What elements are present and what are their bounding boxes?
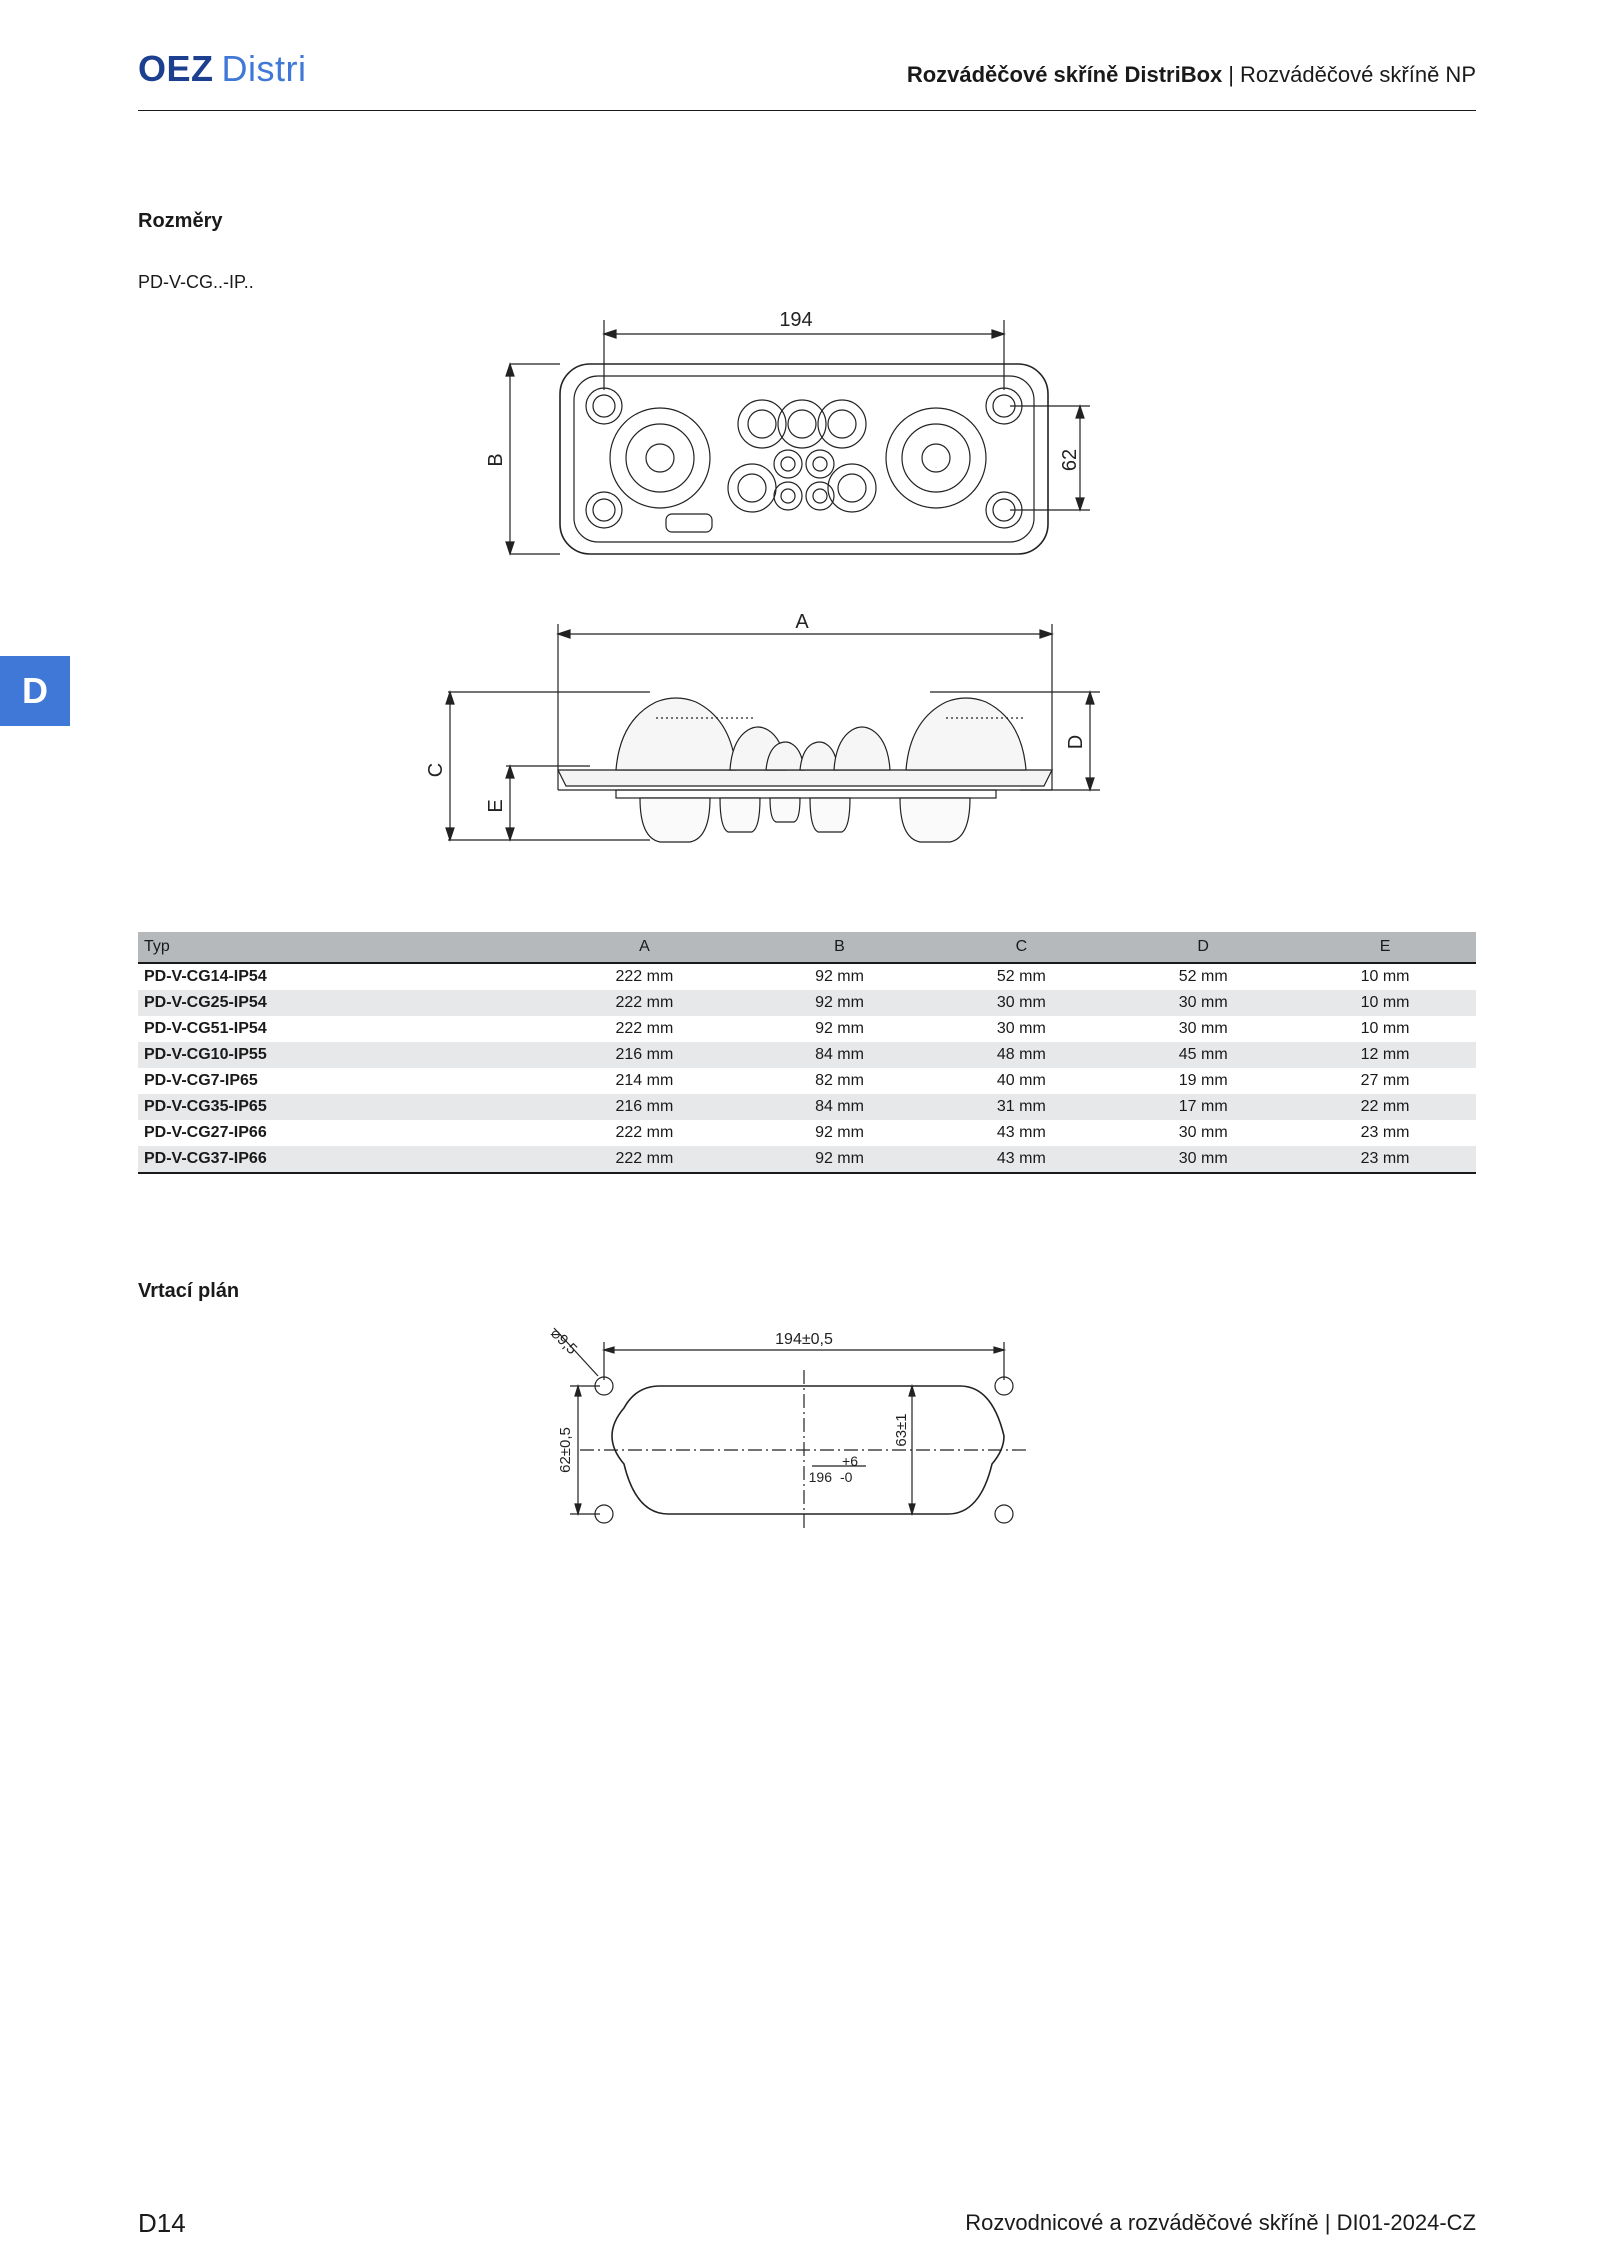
header-title-regular: Rozváděčové skříně NP [1240,62,1476,87]
oez-distri-logo [138,48,307,90]
cell-d: 30 mm [1112,990,1294,1016]
table-row [138,1042,1476,1068]
cell-b: 84 mm [749,1094,931,1120]
cell-b: 92 mm [815,1020,864,1037]
table-row [138,1094,1476,1120]
cell-c: 43 mm [996,1124,1046,1141]
cell-typ: PD-V-CG37-IP66 [138,1146,540,1173]
cell-c: 43 mm [930,1146,1112,1173]
dim-a-label: A [795,611,809,633]
tolerance-lower-label: -0 [840,1469,853,1485]
table-row [138,990,1476,1016]
cell-c: 30 mm [996,1020,1046,1037]
header-divider [138,110,1476,111]
cutout-height-label: 63±1 [893,1413,910,1447]
dim-width-label: 194 [779,309,813,331]
table-row [138,1016,1476,1042]
cell-c: 52 mm [996,968,1046,985]
cell-e: 10 mm [1294,990,1476,1016]
footer-catalog-title: Rozvodnicové a rozváděčové skříně [965,2210,1319,2235]
cell-d: 30 mm [1178,1124,1228,1141]
cell-e: 23 mm [1360,1124,1410,1141]
footer-catalog-code: DI01-2024-CZ [1336,2210,1476,2235]
cell-a: 222 mm [615,1020,674,1037]
cell-d: 30 mm [1112,1146,1294,1173]
hole-diameter-label: ⌀9,5 [547,1324,581,1358]
cell-typ: PD-V-CG35-IP65 [138,1094,540,1120]
tolerance-upper-label: +6 [842,1453,858,1469]
cell-typ: PD-V-CG51-IP54 [144,1020,267,1037]
cell-typ: PD-V-CG10-IP55 [138,1042,540,1068]
cell-c: 30 mm [930,990,1112,1016]
cell-a: 222 mm [615,968,674,985]
cell-a: 222 mm [615,1124,674,1141]
cell-d: 52 mm [1178,968,1228,985]
logo-oez: OEZ [138,48,214,89]
col-header-a: A [540,932,748,963]
header-separator: | [1228,62,1234,87]
cell-b: 92 mm [815,968,864,985]
footer-catalog [965,2210,1476,2236]
model-code: PD-V-CG..-IP.. [138,272,254,292]
cell-a: 222 mm [540,1146,748,1173]
cutout-width-label: 196 [808,1469,832,1485]
top-view-drawing [480,300,1120,580]
dim-c-label: C [425,762,447,778]
cell-e: 12 mm [1294,1042,1476,1068]
section-tab-d: D [0,656,70,726]
cell-e: 27 mm [1360,1072,1410,1089]
logo-distri: Distri [221,48,307,89]
table-row [138,1068,1476,1094]
footer-separator: | [1324,2210,1331,2235]
cell-a: 222 mm [540,990,748,1016]
table-row [138,963,1476,990]
cell-c: 48 mm [930,1042,1112,1068]
table-header-row [138,932,1476,963]
height-62-label: 62±0,5 [557,1427,574,1473]
cell-c: 31 mm [930,1094,1112,1120]
drilling-plan-title: Vrtací plán [138,1280,240,1302]
cell-e: 10 mm [1360,1020,1410,1037]
cell-d: 19 mm [1178,1072,1228,1089]
dimensions-table [138,932,1476,1174]
header-title-bold: Rozváděčové skříně DistriBox [906,62,1223,87]
dim-height-label: 62 [1059,448,1081,472]
col-header-e: E [1294,932,1476,963]
cell-b: 84 mm [749,1042,931,1068]
page-number: D14 [138,2208,186,2238]
cell-b: 82 mm [815,1072,864,1089]
cell-e: 10 mm [1360,968,1410,985]
drilling-plan-drawing [540,1320,1060,1540]
dim-e-label: E [485,799,507,813]
cell-b: 92 mm [749,1146,931,1173]
dim-b-label: B [485,453,507,467]
header-title [907,62,1476,88]
col-header-b: B [749,932,931,963]
cell-typ: PD-V-CG27-IP66 [144,1124,267,1141]
cell-b: 92 mm [815,1124,864,1141]
col-header-typ: Typ [138,932,540,963]
cell-a: 214 mm [615,1072,674,1089]
cell-e: 22 mm [1294,1094,1476,1120]
cell-d: 45 mm [1112,1042,1294,1068]
cell-typ: PD-V-CG25-IP54 [138,990,540,1016]
cell-c: 40 mm [996,1072,1046,1089]
table-row [138,1120,1476,1146]
dimensions-title: Rozměry [138,210,223,232]
width-194-label: 194±0,5 [775,1331,833,1348]
cell-typ: PD-V-CG7-IP65 [144,1072,258,1089]
col-header-d: D [1112,932,1294,963]
cell-d: 30 mm [1178,1020,1228,1037]
cell-b: 92 mm [749,990,931,1016]
cell-a: 216 mm [540,1094,748,1120]
table-row [138,1146,1476,1173]
cell-a: 216 mm [540,1042,748,1068]
col-header-c: C [930,932,1112,963]
cell-e: 23 mm [1294,1146,1476,1173]
side-view-drawing [425,600,1130,870]
dim-d-label: D [1065,734,1087,750]
cell-typ: PD-V-CG14-IP54 [144,968,267,985]
cell-d: 17 mm [1112,1094,1294,1120]
